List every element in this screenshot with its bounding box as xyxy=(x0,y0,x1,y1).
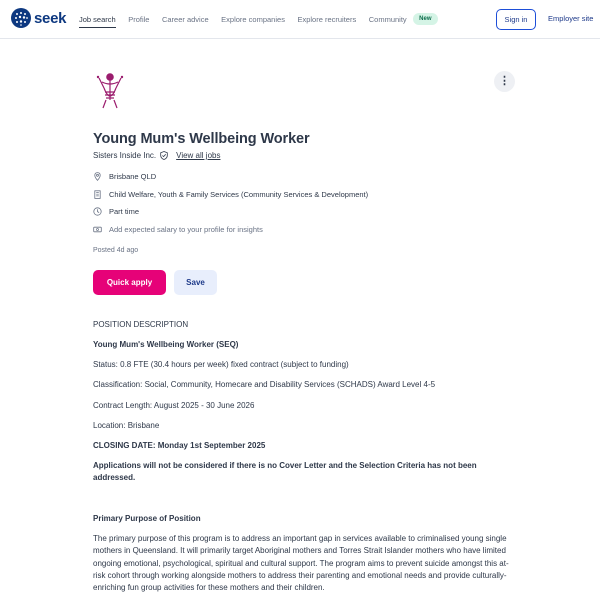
nav-explore-companies[interactable]: Explore companies xyxy=(221,14,285,24)
salary-row xyxy=(93,225,263,234)
job-location[interactable]: Brisbane QLD xyxy=(109,172,157,181)
job-title: Young Mum's Wellbeing Worker xyxy=(93,131,310,147)
location-pin-icon xyxy=(93,172,102,181)
contract-length-text: Contract Length: August 2025 - 30 June 2026 xyxy=(93,401,255,410)
main-nav xyxy=(79,13,438,25)
location-row xyxy=(93,172,156,181)
application-notice: Applications will not be considered if there is no Cover Letter and the Selection Criteria has not been addressed. xyxy=(93,461,477,483)
classification-text: Classification: Social, Community, Homecare and Disability Services (SCHADS) Award Level 4-5 xyxy=(93,380,436,389)
primary-purpose-heading: Primary Purpose of Position xyxy=(93,514,201,523)
work-type-row xyxy=(93,207,139,216)
clock-icon xyxy=(93,207,102,216)
category-row xyxy=(93,190,368,199)
salary-insights-link[interactable]: Add expected salary to your profile for insights xyxy=(109,225,263,234)
description-heading: POSITION DESCRIPTION xyxy=(93,320,189,329)
building-icon xyxy=(93,190,102,199)
status-text: Status: 0.8 FTE (30.4 hours per week) fixed contract (subject to funding) xyxy=(93,360,349,369)
view-all-jobs-link[interactable]: View all jobs xyxy=(176,151,221,160)
company-logo xyxy=(93,70,127,110)
nav-job-search[interactable]: Job search xyxy=(79,15,116,28)
location-text: Location: Brisbane xyxy=(93,421,160,430)
closing-date-text: CLOSING DATE: Monday 1st September 2025 xyxy=(93,441,266,450)
work-type: Part time xyxy=(109,207,140,216)
top-navigation-bar xyxy=(0,0,600,39)
primary-purpose-text: The primary purpose of this program is to address an important gap in services available to criminalised young single mothers in Queensland. It will primarily target Aboriginal mothers and Torres Strait Islander mothers who have limited ongoing emotional, psychological, spiritual and cultural support. The program aims to prevent suicide amongst this at-risk cohort through working alongside mothers to address their parenting and emotional needs and provide culturally-enriching fun group activities for these mothers and their children. xyxy=(93,534,509,593)
company-row xyxy=(93,151,220,160)
seek-logo-icon xyxy=(11,8,31,28)
nav-explore-recruiters[interactable]: Explore recruiters xyxy=(297,14,357,24)
posted-date: Posted 4d ago xyxy=(93,247,139,254)
nav-career-advice[interactable]: Career advice xyxy=(161,14,209,24)
verified-shield-icon xyxy=(160,151,168,160)
money-icon xyxy=(93,225,102,234)
nav-profile[interactable]: Profile xyxy=(128,14,150,24)
seek-logo-text: seek xyxy=(34,9,67,27)
employer-site-link[interactable]: Employer site xyxy=(548,14,594,23)
role-heading: Young Mum's Wellbeing Worker (SEQ) xyxy=(93,340,239,349)
company-name[interactable]: Sisters Inside Inc. xyxy=(93,151,157,160)
more-vertical-icon: ⋮ xyxy=(499,75,510,87)
seek-logo[interactable] xyxy=(11,8,66,28)
more-options-button[interactable] xyxy=(494,71,515,92)
nav-community[interactable]: Community xyxy=(368,14,407,24)
new-badge: New xyxy=(413,13,437,25)
job-category[interactable]: Child Welfare, Youth & Family Services (Community Services & Development) xyxy=(109,190,369,199)
quick-apply-button[interactable]: Quick apply xyxy=(93,270,166,295)
save-button[interactable]: Save xyxy=(174,270,217,295)
sign-in-button[interactable]: Sign in xyxy=(496,9,536,30)
